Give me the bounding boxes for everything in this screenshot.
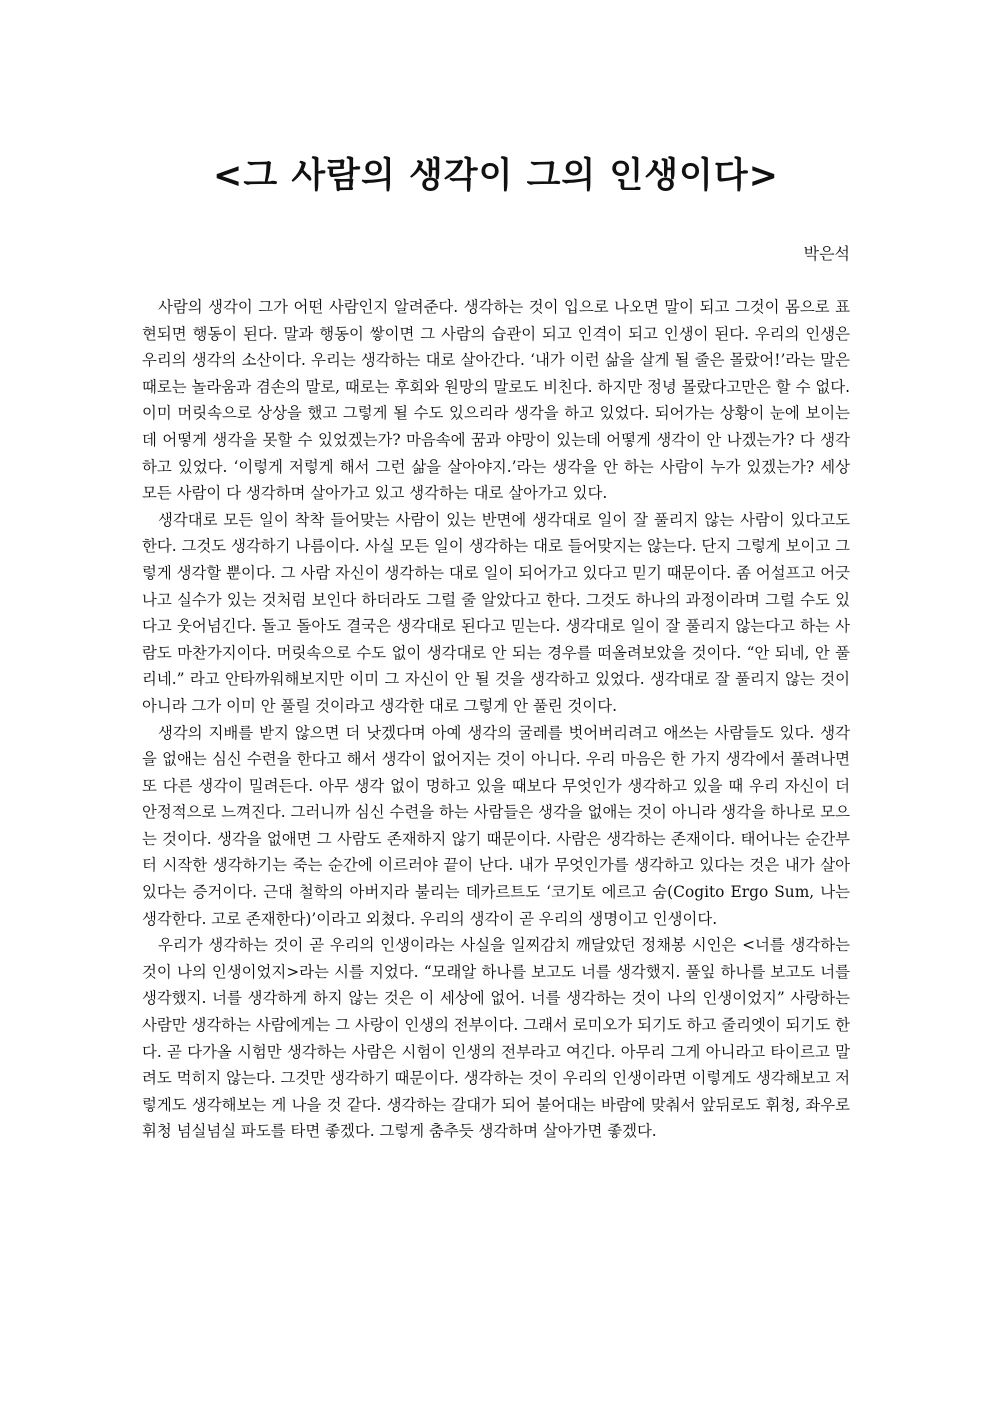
- document-title: <그 사람의 생각이 그의 인생이다>: [213, 156, 779, 196]
- body-paragraph-2: 생각대로 모든 일이 착착 들어맞는 사람이 있는 반면에 생각대로 일이 잘 풀리지 않는 사람이 있다고도 한다. 그것도 생각하기 나름이다. 사실 모든 일이 생각하는 대로 들어맞지는 않는다. 단지 그렇게 보이고 그렇게 생각할 뿐이다. 그 사람 자신이 생각하는 대로 일이 되어가고 있다고 믿기 때문이다. 좀 어설프고 어긋나고 실수가 있는 것처럼 보인다 하더라도 그럴 줄 알았다고 한다. 그것도 하나의 과정이라며 그럴 수도 있다고 웃어넘긴다. 돌고 돌아도 결국은 생각대로 된다고 믿는다. 생각대로 일이 잘 풀리지 않는다고 하는 사람도 마찬가지이다. 머릿속으로 수도 없이 생각대로 안 되는 경우를 떠올려보았을 것이다. “안 되네, 안 풀리네.” 라고 안타까워해보지만 이미 그 자신이 안 될 것을 생각하고 있었다. 생각대로 잘 풀리지 않는 것이 아니라 그가 이미 안 풀릴 것이라고 생각한 대로 그렇게 안 풀린 것이다.: [142, 510, 850, 715]
- body-paragraph-3: 생각의 지배를 받지 않으면 더 낫겠다며 아예 생각의 굴레를 벗어버리려고 애쓰는 사람들도 있다. 생각을 없애는 심신 수련을 한다고 해서 생각이 없어지는 것이 아니다. 우리 마음은 한 가지 생각에서 풀려나면 또 다른 생각이 밀려든다. 아무 생각 없이 멍하고 있을 때보다 무엇인가 생각하고 있을 때 우리 자신이 더 안정적으로 느껴진다. 그러니까 심신 수련을 하는 사람들은 생각을 없애는 것이 아니라 생각을 하나로 모으는 것이다. 생각을 없애면 그 사람도 존재하지 않기 때문이다. 사람은 생각하는 존재이다. 태어나는 순간부터 시작한 생각하기는 죽는 순간에 이르러야 끝이 난다. 내가 무엇인가를 생각하고 있다는 것은 내가 살아 있다는 증거이다. 근대 철학의 아버지라 불리는 데카르트도 ‘코기토 에르고 숨(Cogito Ergo Sum, 나는 생각한다. 고로 존재한다)’이라고 외쳤다. 우리의 생각이 곧 우리의 생명이고 인생이다.: [142, 723, 850, 928]
- body-paragraph-4: 우리가 생각하는 것이 곧 우리의 인생이라는 사실을 일찌감치 깨달았던 정채봉 시인은 <너를 생각하는 것이 나의 인생이었지>라는 시를 지었다. “모래알 하나를 보고도 너를 생각했지. 풀잎 하나를 보고도 너를 생각했지. 너를 생각하게 하지 않는 것은 이 세상에 없어. 너를 생각하는 것이 나의 인생이었지” 사랑하는 사람만 생각하는 사람에게는 그 사랑이 인생의 전부이다. 그래서 로미오가 되기도 하고 줄리엣이 되기도 한다. 곧 다가올 시험만 생각하는 사람은 시험이 인생의 전부라고 여긴다. 아무리 그게 아니라고 타이르고 말려도 먹히지 않는다. 그것만 생각하기 때문이다. 생각하는 것이 우리의 인생이라면 이렇게도 생각해보고 저렇게도 생각해보는 게 나을 것 같다. 생각하는 갈대가 되어 불어대는 바람에 맞춰서 앞뒤로도 휘청, 좌우로 휘청 넘실넘실 파도를 타면 좋겠다. 그렇게 춤추듯 생각하며 살아가면 좋겠다.: [142, 936, 850, 1141]
- document-body: [142, 294, 850, 1145]
- author-name: 박은석: [803, 244, 850, 263]
- body-paragraph-1: 사람의 생각이 그가 어떤 사람인지 알려준다. 생각하는 것이 입으로 나오면 말이 되고 그것이 몸으로 표현되면 행동이 된다. 말과 행동이 쌓이면 그 사람의 습관이 되고 인격이 되고 인생이 된다. 우리의 인생은 우리의 생각의 소산이다. 우리는 생각하는 대로 살아간다. ‘내가 이런 삶을 살게 될 줄은 몰랐어!’라는 말은 때로는 놀라움과 겸손의 말로, 때로는 후회와 원망의 말로도 비친다. 하지만 정녕 몰랐다고만은 할 수 없다. 이미 머릿속으로 상상을 했고 그렇게 될 수도 있으리라 생각을 하고 있었다. 되어가는 상황이 눈에 보이는데 어떻게 생각을 못할 수 있었겠는가? 마음속에 꿈과 야망이 있는데 어떻게 생각이 안 나겠는가? 다 생각하고 있었다. ‘이렇게 저렇게 해서 그런 삶을 살아야지.’라는 생각을 안 하는 사람이 누가 있겠는가? 세상 모든 사람이 다 생각하며 살아가고 있고 생각하는 대로 살아가고 있다.: [142, 298, 851, 503]
